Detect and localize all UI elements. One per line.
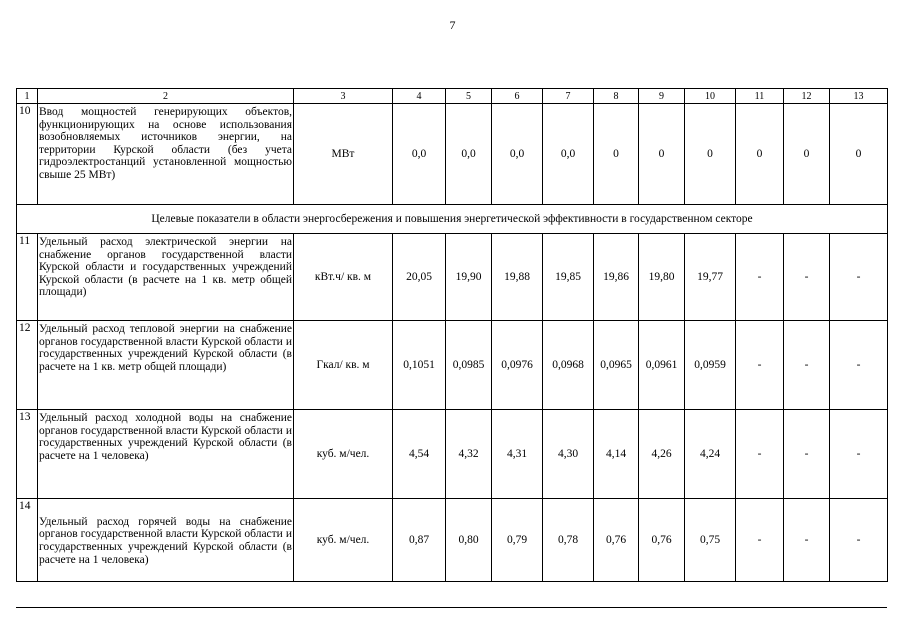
value-cell: 0,0985 — [446, 321, 492, 410]
value-cell: - — [784, 321, 830, 410]
value-cell: 4,31 — [492, 410, 543, 499]
bottom-rule — [16, 607, 887, 608]
header-cell: 5 — [446, 89, 492, 104]
row-unit: кВт.ч/ кв. м — [294, 234, 393, 321]
indicators-table — [16, 88, 888, 582]
table-row — [17, 321, 888, 410]
value-cell: 19,85 — [543, 234, 594, 321]
value-cell: - — [830, 499, 888, 582]
row-description: Удельный расход электрической энергии на снабжение органов государственной власти Курской области и государственных учреждений Курской области (в расчете на 1 кв. метр общей площади) — [38, 234, 294, 321]
value-cell: 0,0961 — [639, 321, 685, 410]
value-cell: 0 — [685, 104, 736, 205]
value-cell: 19,80 — [639, 234, 685, 321]
value-cell: 0,75 — [685, 499, 736, 582]
value-cell: 4,26 — [639, 410, 685, 499]
value-cell: 4,24 — [685, 410, 736, 499]
header-cell: 12 — [784, 89, 830, 104]
table-row — [17, 410, 888, 499]
value-cell: 0,0968 — [543, 321, 594, 410]
value-cell: - — [736, 499, 784, 582]
value-cell: 0,0959 — [685, 321, 736, 410]
value-cell: 4,54 — [393, 410, 446, 499]
table-row — [17, 499, 888, 582]
header-cell: 9 — [639, 89, 685, 104]
table-header-row — [17, 89, 888, 104]
value-cell: 0,0 — [492, 104, 543, 205]
row-description: Удельный расход горячей воды на снабжение органов государственной власти Курской области и государственных учреждений Курской области (в расчете на 1 человека) — [38, 499, 294, 582]
value-cell: - — [784, 499, 830, 582]
value-cell: 0,0976 — [492, 321, 543, 410]
header-cell: 3 — [294, 89, 393, 104]
row-unit: МВт — [294, 104, 393, 205]
header-cell: 8 — [594, 89, 639, 104]
header-cell: 7 — [543, 89, 594, 104]
section-row — [17, 205, 888, 234]
value-cell: - — [736, 410, 784, 499]
value-cell: 0,87 — [393, 499, 446, 582]
table-row — [17, 234, 888, 321]
header-cell: 13 — [830, 89, 888, 104]
value-cell: 0,1051 — [393, 321, 446, 410]
value-cell: 0 — [784, 104, 830, 205]
row-number: 11 — [17, 234, 38, 321]
row-number: 10 — [17, 104, 38, 205]
table-row — [17, 104, 888, 205]
header-cell: 11 — [736, 89, 784, 104]
header-cell: 4 — [393, 89, 446, 104]
value-cell: - — [830, 234, 888, 321]
header-cell: 6 — [492, 89, 543, 104]
value-cell: 19,88 — [492, 234, 543, 321]
value-cell: 0,78 — [543, 499, 594, 582]
value-cell: 0 — [736, 104, 784, 205]
header-cell: 2 — [38, 89, 294, 104]
row-number: 13 — [17, 410, 38, 499]
value-cell: - — [830, 410, 888, 499]
value-cell: - — [830, 321, 888, 410]
row-description: Ввод мощностей генерирующих объектов, функционирующих на основе использования возобновляемых источников энергии, на территории Курской области (без учета гидроэлектростанций установленной мощностью свыше 25 МВт) — [38, 104, 294, 205]
value-cell: 0,0 — [393, 104, 446, 205]
value-cell: 4,14 — [594, 410, 639, 499]
row-unit: куб. м/чел. — [294, 499, 393, 582]
value-cell: - — [784, 410, 830, 499]
value-cell: 4,32 — [446, 410, 492, 499]
row-unit: куб. м/чел. — [294, 410, 393, 499]
value-cell: 0 — [639, 104, 685, 205]
value-cell: 0,0 — [543, 104, 594, 205]
row-description: Удельный расход тепловой энергии на снабжение органов государственной власти Курской области и государственных учреждений Курской области (в расчете на 1 кв. метр общей площади) — [38, 321, 294, 410]
section-title: Целевые показатели в области энергосбережения и повышения энергетической эффективности в государственном секторе — [17, 205, 888, 234]
value-cell: 20,05 — [393, 234, 446, 321]
value-cell: 0,0965 — [594, 321, 639, 410]
value-cell: 19,77 — [685, 234, 736, 321]
value-cell: 0,76 — [594, 499, 639, 582]
row-description: Удельный расход холодной воды на снабжение органов государственной власти Курской области и государственных учреждений Курской области (в расчете на 1 человека) — [38, 410, 294, 499]
value-cell: 0,79 — [492, 499, 543, 582]
value-cell: 0,76 — [639, 499, 685, 582]
value-cell: 0,0 — [446, 104, 492, 205]
row-unit: Гкал/ кв. м — [294, 321, 393, 410]
value-cell: 4,30 — [543, 410, 594, 499]
value-cell: 0 — [830, 104, 888, 205]
value-cell: - — [736, 321, 784, 410]
page-number: 7 — [449, 18, 456, 32]
row-number: 12 — [17, 321, 38, 410]
value-cell: - — [736, 234, 784, 321]
value-cell: - — [784, 234, 830, 321]
value-cell: 0 — [594, 104, 639, 205]
row-number: 14 — [17, 499, 38, 582]
value-cell: 19,90 — [446, 234, 492, 321]
value-cell: 19,86 — [594, 234, 639, 321]
value-cell: 0,80 — [446, 499, 492, 582]
header-cell: 1 — [17, 89, 38, 104]
header-cell: 10 — [685, 89, 736, 104]
